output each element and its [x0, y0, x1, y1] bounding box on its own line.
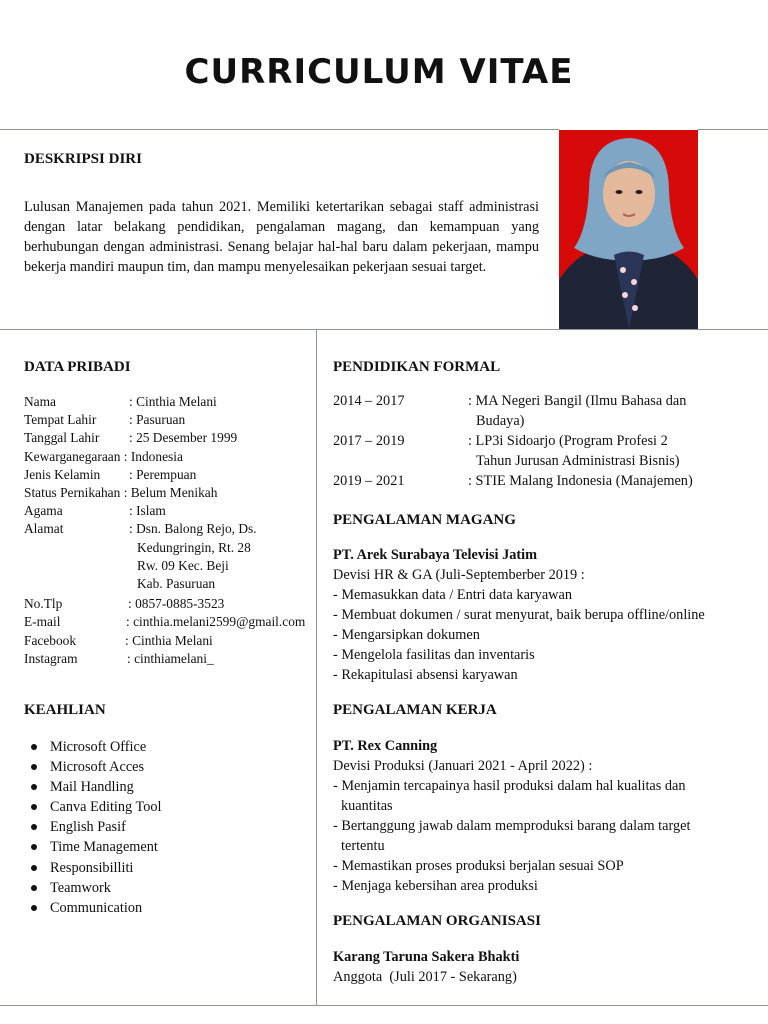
edu-institution-cont: Budaya) — [476, 413, 525, 429]
nama-label: Nama — [24, 394, 56, 409]
organisasi-block — [333, 947, 519, 987]
agama-value: : Islam — [129, 503, 166, 519]
skill-label: Canva Editing Tool — [50, 799, 162, 816]
magang-company: PT. Arek Surabaya Televisi Jatim — [333, 547, 538, 563]
bullet-icon — [31, 885, 37, 891]
skill-label: Mail Handling — [50, 779, 134, 796]
skill-label: English Pasif — [50, 819, 126, 836]
list-item — [24, 858, 162, 878]
profile-photo-illustration — [559, 130, 698, 329]
alamat-value-4: Kab. Pasuruan — [137, 576, 216, 592]
pribadi-row-agama — [24, 502, 324, 520]
tlp-label: No.Tlp — [24, 596, 63, 612]
list-item — [24, 898, 162, 918]
pribadi-row-ig — [24, 650, 324, 668]
bullet-icon — [31, 824, 37, 830]
alamat-label: Alamat — [24, 521, 64, 537]
list-item — [24, 837, 162, 857]
magang-point: - Mengarsipkan dokumen — [333, 627, 480, 643]
skill-label: Responsibilliti — [50, 859, 134, 876]
list-item — [24, 757, 162, 777]
bullet-icon — [31, 865, 37, 871]
edu-year: 2017 – 2019 — [333, 433, 405, 449]
skill-label: Communication — [50, 899, 143, 916]
profile-photo — [559, 130, 698, 329]
magang-point: - Rekapitulasi absensi karyawan — [333, 667, 518, 683]
pribadi-row-status — [24, 484, 324, 502]
fb-label: Facebook — [24, 632, 77, 648]
alamat-value-2: Kedungringin, Rt. 28 — [137, 539, 251, 555]
magang-role: Devisi HR & GA (Juli-Septemberber 2019 : — [333, 567, 585, 583]
skill-label: Microsoft Office — [50, 739, 147, 755]
keahlian-heading: KEAHLIAN — [24, 702, 106, 718]
edu-institution-cont: Tahun Jurusan Administrasi Bisnis) — [476, 453, 680, 469]
jenis-label: Jenis Kelamin — [24, 466, 101, 482]
magang-point: - Membuat dokumen / surat menyurat, baik berupa offline/online — [333, 607, 705, 623]
status-label: Status Pernikahan — [24, 485, 121, 501]
skills-list — [24, 737, 162, 918]
edu-institution: : STIE Malang Indonesia (Manajemen) — [468, 473, 693, 489]
bullet-icon — [31, 804, 37, 810]
pribadi-row-tlp — [24, 595, 324, 613]
pribadi-row-alamat — [24, 520, 324, 538]
edu-institution: : MA Negeri Bangil (Ilmu Bahasa dan — [468, 393, 687, 409]
jenis-value: : Perempuan — [129, 466, 197, 482]
pribadi-row-kewarga — [24, 448, 324, 466]
ig-value: : cinthiamelani_ — [127, 650, 214, 666]
divider-bottom — [0, 1005, 768, 1006]
email-label: E-mail — [24, 614, 61, 630]
kerja-point: - Bertanggung jawab dalam memproduksi barang dalam target — [333, 818, 691, 834]
pribadi-row-tanggal — [24, 429, 324, 447]
magang-heading: PENGALAMAN MAGANG — [333, 512, 516, 528]
kerja-heading: PENGALAMAN KERJA — [333, 702, 497, 718]
bullet-icon — [31, 744, 37, 750]
list-item — [24, 817, 162, 837]
magang-point: - Mengelola fasilitas dan inventaris — [333, 647, 535, 663]
bullet-icon — [31, 784, 37, 790]
deskripsi-heading: DESKRIPSI DIRI — [24, 151, 142, 167]
tanggal-label: Tanggal Lahir — [24, 430, 100, 446]
kerja-block — [333, 736, 690, 896]
kewarga-label: Kewarganegaraan — [24, 448, 121, 464]
pribadi-row-email — [24, 613, 324, 631]
magang-point: - Memasukkan data / Entri data karyawan — [333, 587, 572, 603]
tempat-value: : Pasuruan — [129, 412, 186, 428]
pribadi-row-jenis — [24, 466, 324, 484]
list-item — [24, 878, 162, 898]
organisasi-name: Karang Taruna Sakera Bhakti — [333, 949, 520, 965]
list-item — [24, 777, 162, 797]
edu-year: 2019 – 2021 — [333, 473, 405, 489]
divider-middle — [0, 329, 768, 330]
deskripsi-text: Lulusan Manajemen pada tahun 2021. Memiliki ketertarikan sebagai staff administrasi dengan latar belakang pendidikan, pengalaman magang, dan kemampuan yang berhubungan dengan administrasi. Senang belajar hal-hal baru dalam pekerjaan, mampu bekerja mandiri maupun tim, dan mampu menyelesaikan pekerjaan sesuai target. — [24, 199, 539, 275]
kerja-point-cont: tertentu — [341, 838, 385, 854]
skill-label: Time Management — [50, 839, 158, 856]
list-item — [24, 737, 162, 757]
kewarga-value: : Indonesia — [123, 448, 183, 464]
magang-block — [333, 545, 705, 685]
kerja-company: PT. Rex Canning — [333, 738, 438, 754]
kerja-point-cont: kuantitas — [341, 798, 393, 814]
alamat-value-3: Rw. 09 Kec. Beji — [137, 557, 229, 573]
skill-label: Microsoft Acces — [50, 759, 145, 776]
status-value: : Belum Menikah — [123, 485, 218, 501]
edu-institution: : LP3i Sidoarjo (Program Profesi 2 — [468, 433, 668, 449]
page-title: CURRICULUM VITAE — [184, 52, 574, 92]
tanggal-value: : 25 Desember 1999 — [129, 430, 238, 446]
organisasi-heading: PENGALAMAN ORGANISASI — [333, 913, 541, 929]
divider-top-right — [698, 129, 768, 130]
kerja-point: - Menjaga kebersihan area produksi — [333, 878, 538, 894]
bullet-icon — [31, 844, 37, 850]
personal-data-list — [24, 393, 324, 668]
pribadi-row-tempat — [24, 411, 324, 429]
email-value: : cinthia.melani2599@gmail.com — [126, 614, 306, 630]
fb-value: : Cinthia Melani — [125, 632, 213, 648]
kerja-role: Devisi Produksi (Januari 2021 - April 2022) : — [333, 758, 593, 774]
pendidikan-heading: PENDIDIKAN FORMAL — [333, 359, 501, 375]
pribadi-row-nama — [24, 393, 324, 411]
agama-label: Agama — [24, 503, 63, 519]
tempat-label: Tempat Lahir — [24, 412, 97, 428]
nama-value: : Cinthia Melani — [129, 394, 217, 409]
organisasi-role: Anggota (Juli 2017 - Sekarang) — [333, 969, 517, 985]
kerja-point: - Memastikan proses produksi berjalan sesuai SOP — [333, 858, 624, 874]
skill-label: Teamwork — [50, 879, 111, 896]
pribadi-row-fb — [24, 632, 324, 650]
alamat-value-1: : Dsn. Balong Rejo, Ds. — [129, 521, 257, 537]
bullet-icon — [31, 764, 37, 770]
edu-year: 2014 – 2017 — [333, 393, 405, 409]
bullet-icon — [31, 905, 37, 911]
kerja-point: - Menjamin tercapainya hasil produksi dalam hal kualitas dan — [333, 778, 686, 794]
ig-label: Instagram — [24, 650, 78, 666]
list-item — [24, 797, 162, 817]
divider-top — [0, 129, 559, 130]
pribadi-heading: DATA PRIBADI — [24, 359, 131, 375]
tlp-value: : 0857-0885-3523 — [128, 596, 225, 612]
